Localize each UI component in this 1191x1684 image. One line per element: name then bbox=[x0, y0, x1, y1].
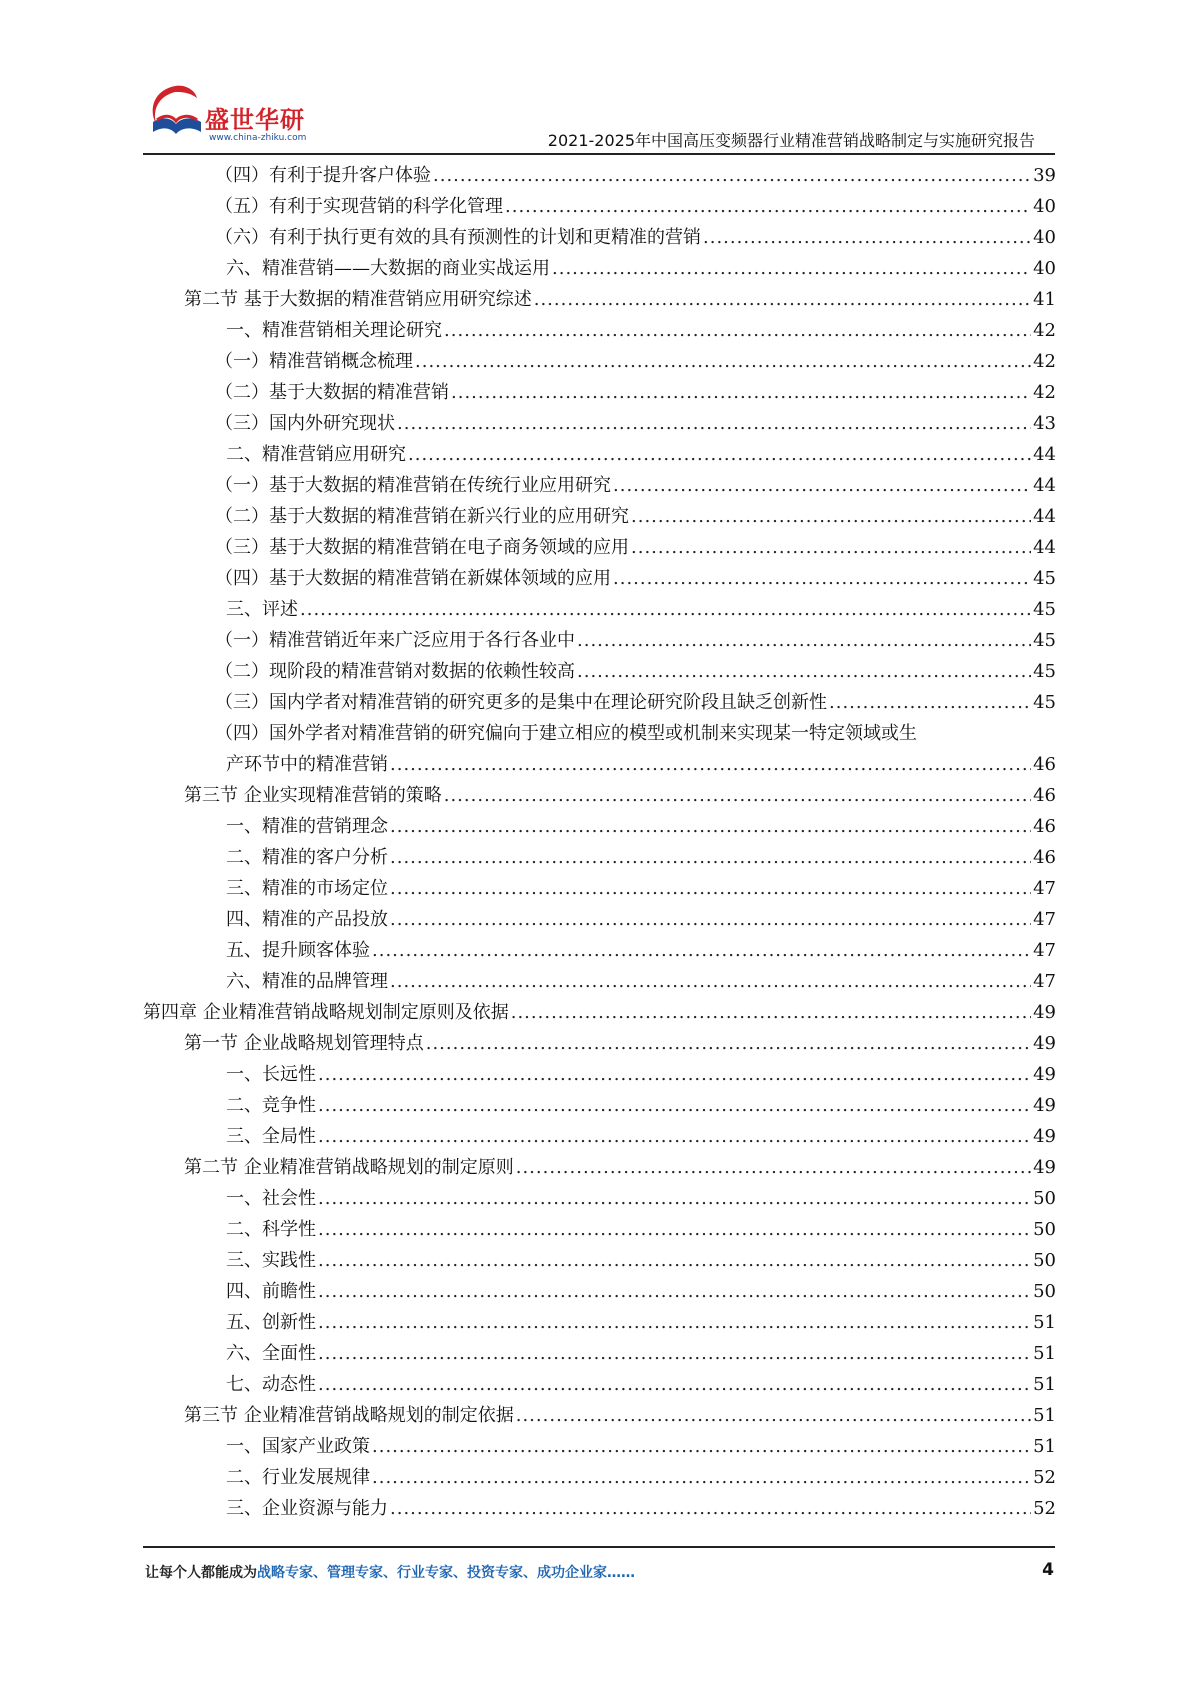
toc-entry-title: 第四章 企业精准营销战略规划制定原则及依据 bbox=[143, 1002, 509, 1023]
toc-leader-dots bbox=[516, 1400, 1031, 1431]
toc-entry-title: （二）基于大数据的精准营销 bbox=[215, 382, 449, 403]
toc-entry[interactable] bbox=[226, 315, 1056, 346]
toc-entry[interactable] bbox=[226, 439, 1056, 470]
toc-entry-page: 39 bbox=[1033, 165, 1056, 186]
toc-entry-page: 46 bbox=[1033, 754, 1056, 775]
logo-book-icon bbox=[145, 82, 207, 144]
report-title: 2021-2025年中国高压变频器行业精准营销战略制定与实施研究报告 bbox=[547, 131, 1035, 150]
footer-slogan bbox=[145, 1562, 635, 1582]
toc-entry[interactable] bbox=[226, 1059, 1056, 1090]
toc-entry-title: （三）国内外研究现状 bbox=[215, 413, 395, 434]
toc-entry[interactable] bbox=[215, 563, 1056, 594]
toc-entry[interactable] bbox=[215, 160, 1056, 191]
toc-entry-title: （二）现阶段的精准营销对数据的依赖性较高 bbox=[215, 661, 575, 682]
toc-leader-dots bbox=[534, 284, 1031, 315]
header-divider bbox=[143, 153, 1055, 155]
toc-entry-page: 51 bbox=[1033, 1405, 1056, 1426]
toc-entry-title: （四）基于大数据的精准营销在新媒体领域的应用 bbox=[215, 568, 611, 589]
page-number: 4 bbox=[1042, 1560, 1054, 1580]
toc-entry-title: 三、实践性 bbox=[226, 1250, 316, 1271]
toc-entry-page: 45 bbox=[1033, 692, 1056, 713]
toc-leader-dots bbox=[426, 1028, 1031, 1059]
toc-entry-title: 六、精准营销——大数据的商业实战运用 bbox=[226, 258, 550, 279]
toc-entry-title: 一、精准营销相关理论研究 bbox=[226, 320, 442, 341]
toc-entry[interactable] bbox=[226, 1462, 1056, 1493]
toc-entry-page: 44 bbox=[1033, 506, 1056, 527]
toc-entry-page: 52 bbox=[1033, 1498, 1056, 1519]
toc-entry[interactable] bbox=[226, 1214, 1056, 1245]
toc-entry-page: 49 bbox=[1033, 1126, 1056, 1147]
toc-entry-title: 第一节 企业战略规划管理特点 bbox=[184, 1033, 424, 1054]
toc-entry[interactable] bbox=[226, 1121, 1056, 1152]
toc-leader-dots bbox=[703, 222, 1031, 253]
toc-entry[interactable] bbox=[215, 687, 1056, 718]
toc-entry-title: （三）基于大数据的精准营销在电子商务领域的应用 bbox=[215, 537, 629, 558]
toc-entry-title: （一）基于大数据的精准营销在传统行业应用研究 bbox=[215, 475, 611, 496]
toc-leader-dots bbox=[372, 935, 1031, 966]
toc-entry-title: （一）精准营销概念梳理 bbox=[215, 351, 413, 372]
toc-entry-page: 51 bbox=[1033, 1374, 1056, 1395]
toc-leader-dots bbox=[390, 966, 1031, 997]
toc-entry-title: 三、精准的市场定位 bbox=[226, 878, 388, 899]
toc-entry-title-continuation: 产环节中的精准营销 bbox=[226, 754, 388, 775]
toc-entry-title: （五）有利于实现营销的科学化管理 bbox=[215, 196, 503, 217]
toc-leader-dots bbox=[390, 904, 1031, 935]
toc-leader-dots bbox=[577, 625, 1031, 656]
toc-entry-title: （二）基于大数据的精准营销在新兴行业的应用研究 bbox=[215, 506, 629, 527]
toc-entry-title: 二、科学性 bbox=[226, 1219, 316, 1240]
toc-entry[interactable] bbox=[226, 749, 1056, 780]
toc-entry-page: 43 bbox=[1033, 413, 1056, 434]
toc-leader-dots bbox=[318, 1338, 1031, 1369]
toc-leader-dots bbox=[433, 160, 1031, 191]
toc-leader-dots bbox=[390, 873, 1031, 904]
slogan-prefix: 让每个人都能成为 bbox=[145, 1565, 257, 1581]
toc-entry[interactable] bbox=[226, 1183, 1056, 1214]
toc-entry[interactable] bbox=[143, 997, 1056, 1028]
toc-leader-dots bbox=[444, 780, 1031, 811]
toc-entry-page: 47 bbox=[1033, 878, 1056, 899]
toc-leader-dots bbox=[577, 656, 1031, 687]
toc-entry[interactable] bbox=[226, 594, 1056, 625]
toc-entry-title: 五、创新性 bbox=[226, 1312, 316, 1333]
toc-entry-page: 41 bbox=[1033, 289, 1056, 310]
toc-entry[interactable] bbox=[215, 501, 1056, 532]
toc-leader-dots bbox=[451, 377, 1031, 408]
toc-leader-dots bbox=[631, 501, 1031, 532]
toc-entry-page: 44 bbox=[1033, 444, 1056, 465]
toc-entry-title: 一、长远性 bbox=[226, 1064, 316, 1085]
toc-entry[interactable] bbox=[226, 935, 1056, 966]
toc-entry-page: 45 bbox=[1033, 661, 1056, 682]
toc-entry-page: 47 bbox=[1033, 940, 1056, 961]
toc-entry[interactable] bbox=[226, 1276, 1056, 1307]
toc-entry[interactable] bbox=[184, 1152, 1056, 1183]
toc-entry-title: 四、前瞻性 bbox=[226, 1281, 316, 1302]
toc-leader-dots bbox=[372, 1462, 1031, 1493]
toc-leader-dots bbox=[318, 1121, 1031, 1152]
toc-entry[interactable] bbox=[184, 284, 1056, 315]
toc-entry[interactable] bbox=[215, 470, 1056, 501]
toc-leader-dots bbox=[552, 253, 1031, 284]
toc-entry-page: 51 bbox=[1033, 1312, 1056, 1333]
toc-leader-dots bbox=[397, 408, 1031, 439]
toc-entry-title[interactable]: （四）国外学者对精准营销的研究偏向于建立相应的模型或机制来实现某一特定领域或生 bbox=[215, 723, 917, 744]
toc-entry[interactable] bbox=[226, 904, 1056, 935]
toc-entry-page: 50 bbox=[1033, 1188, 1056, 1209]
toc-entry-page: 40 bbox=[1033, 196, 1056, 217]
toc-entry[interactable] bbox=[184, 1028, 1056, 1059]
toc-leader-dots bbox=[318, 1090, 1031, 1121]
toc-entry[interactable] bbox=[215, 625, 1056, 656]
toc-leader-dots bbox=[511, 997, 1031, 1028]
toc-entry-title: 七、动态性 bbox=[226, 1374, 316, 1395]
toc-leader-dots bbox=[390, 749, 1031, 780]
toc-entry-title: 二、精准的客户分析 bbox=[226, 847, 388, 868]
toc-entry[interactable] bbox=[184, 780, 1056, 811]
toc-leader-dots bbox=[408, 439, 1031, 470]
toc-entry-page: 45 bbox=[1033, 599, 1056, 620]
toc-entry-title: （六）有利于执行更有效的具有预测性的计划和更精准的营销 bbox=[215, 227, 701, 248]
toc-entry-page: 44 bbox=[1033, 537, 1056, 558]
toc-entry-page: 51 bbox=[1033, 1343, 1056, 1364]
toc-entry-title: 三、企业资源与能力 bbox=[226, 1498, 388, 1519]
toc-entry[interactable] bbox=[184, 1400, 1056, 1431]
logo-name: 盛世华研 bbox=[205, 106, 305, 134]
toc-leader-dots bbox=[829, 687, 1031, 718]
toc-leader-dots bbox=[516, 1152, 1031, 1183]
toc-entry[interactable] bbox=[215, 222, 1056, 253]
toc-entry[interactable] bbox=[215, 656, 1056, 687]
toc-entry[interactable] bbox=[226, 1245, 1056, 1276]
toc-entry-title: （一）精准营销近年来广泛应用于各行各业中 bbox=[215, 630, 575, 651]
toc-entry-title: 五、提升顾客体验 bbox=[226, 940, 370, 961]
toc-entry-title: 二、行业发展规律 bbox=[226, 1467, 370, 1488]
toc-leader-dots bbox=[318, 1059, 1031, 1090]
toc-leader-dots bbox=[300, 594, 1031, 625]
toc-entry-title: 一、精准的营销理念 bbox=[226, 816, 388, 837]
page-header bbox=[145, 80, 1055, 152]
toc-leader-dots bbox=[390, 811, 1031, 842]
toc-entry[interactable] bbox=[226, 1338, 1056, 1369]
toc-entry-title: 三、全局性 bbox=[226, 1126, 316, 1147]
toc-entry-page: 47 bbox=[1033, 909, 1056, 930]
toc-entry-page: 49 bbox=[1033, 1002, 1056, 1023]
toc-entry[interactable] bbox=[226, 1090, 1056, 1121]
toc-entry-title: 六、全面性 bbox=[226, 1343, 316, 1364]
toc-entry-page: 50 bbox=[1033, 1281, 1056, 1302]
toc-entry-title: 第二节 企业精准营销战略规划的制定原则 bbox=[184, 1157, 514, 1178]
toc-entry[interactable] bbox=[215, 346, 1056, 377]
logo-url: www.china-zhiku.com bbox=[209, 133, 307, 143]
toc-entry-page: 49 bbox=[1033, 1157, 1056, 1178]
toc-leader-dots bbox=[390, 1493, 1031, 1524]
toc-entry[interactable] bbox=[226, 842, 1056, 873]
toc-entry-title: （四）有利于提升客户体验 bbox=[215, 165, 431, 186]
toc-entry-page: 40 bbox=[1033, 227, 1056, 248]
toc-leader-dots bbox=[613, 563, 1031, 594]
toc-entry[interactable] bbox=[215, 532, 1056, 563]
toc-entry-page: 45 bbox=[1033, 630, 1056, 651]
toc-leader-dots bbox=[318, 1214, 1031, 1245]
toc-entry-page: 49 bbox=[1033, 1095, 1056, 1116]
toc-entry[interactable] bbox=[215, 408, 1056, 439]
company-logo bbox=[145, 80, 305, 150]
toc-entry-title: 六、精准的品牌管理 bbox=[226, 971, 388, 992]
toc-entry-page: 49 bbox=[1033, 1033, 1056, 1054]
toc-leader-dots bbox=[318, 1245, 1031, 1276]
toc-entry-title: 第三节 企业实现精准营销的策略 bbox=[184, 785, 442, 806]
toc-entry[interactable] bbox=[226, 873, 1056, 904]
toc-entry-page: 40 bbox=[1033, 258, 1056, 279]
toc-entry-title: 二、竞争性 bbox=[226, 1095, 316, 1116]
toc-entry-page: 50 bbox=[1033, 1219, 1056, 1240]
toc-entry[interactable] bbox=[226, 1431, 1056, 1462]
toc-entry-page: 52 bbox=[1033, 1467, 1056, 1488]
toc-leader-dots bbox=[415, 346, 1031, 377]
toc-entry-title: 一、国家产业政策 bbox=[226, 1436, 370, 1457]
toc-leader-dots bbox=[444, 315, 1031, 346]
toc-entry[interactable] bbox=[215, 377, 1056, 408]
toc-entry-page: 46 bbox=[1033, 816, 1056, 837]
toc-entry-page: 47 bbox=[1033, 971, 1056, 992]
toc-leader-dots bbox=[318, 1307, 1031, 1338]
toc-leader-dots bbox=[318, 1276, 1031, 1307]
toc-leader-dots bbox=[318, 1183, 1031, 1214]
toc-entry[interactable] bbox=[226, 811, 1056, 842]
toc-entry[interactable] bbox=[226, 1307, 1056, 1338]
slogan-highlight: 战略专家、管理专家、行业专家、投资专家、成功企业家…… bbox=[257, 1565, 635, 1581]
toc-leader-dots bbox=[372, 1431, 1031, 1462]
toc-entry-title: （三）国内学者对精准营销的研究更多的是集中在理论研究阶段且缺乏创新性 bbox=[215, 692, 827, 713]
toc-entry[interactable] bbox=[226, 966, 1056, 997]
toc-entry[interactable] bbox=[215, 191, 1056, 222]
toc-entry-page: 42 bbox=[1033, 351, 1056, 372]
toc-entry-page: 49 bbox=[1033, 1064, 1056, 1085]
toc-leader-dots bbox=[390, 842, 1031, 873]
toc-entry-page: 45 bbox=[1033, 568, 1056, 589]
toc-entry-title: 一、社会性 bbox=[226, 1188, 316, 1209]
toc-entry-page: 46 bbox=[1033, 785, 1056, 806]
toc-entry-title: 四、精准的产品投放 bbox=[226, 909, 388, 930]
toc-entry[interactable] bbox=[226, 1493, 1056, 1524]
toc-leader-dots bbox=[613, 470, 1031, 501]
toc-entry[interactable] bbox=[226, 253, 1056, 284]
toc-entry[interactable] bbox=[226, 1369, 1056, 1400]
toc-entry-title: 第二节 基于大数据的精准营销应用研究综述 bbox=[184, 289, 532, 310]
toc-entry-title: 三、评述 bbox=[226, 599, 298, 620]
toc-entry-page: 42 bbox=[1033, 382, 1056, 403]
toc-entry-page: 44 bbox=[1033, 475, 1056, 496]
toc-entry-page: 46 bbox=[1033, 847, 1056, 868]
footer-divider bbox=[143, 1546, 1055, 1548]
toc-entry-title: 第三节 企业精准营销战略规划的制定依据 bbox=[184, 1405, 514, 1426]
toc-entry-page: 51 bbox=[1033, 1436, 1056, 1457]
toc-leader-dots bbox=[505, 191, 1031, 222]
toc-leader-dots bbox=[318, 1369, 1031, 1400]
toc-entry-title: 二、精准营销应用研究 bbox=[226, 444, 406, 465]
toc-entry-page: 42 bbox=[1033, 320, 1056, 341]
toc-leader-dots bbox=[631, 532, 1031, 563]
toc-entry-page: 50 bbox=[1033, 1250, 1056, 1271]
